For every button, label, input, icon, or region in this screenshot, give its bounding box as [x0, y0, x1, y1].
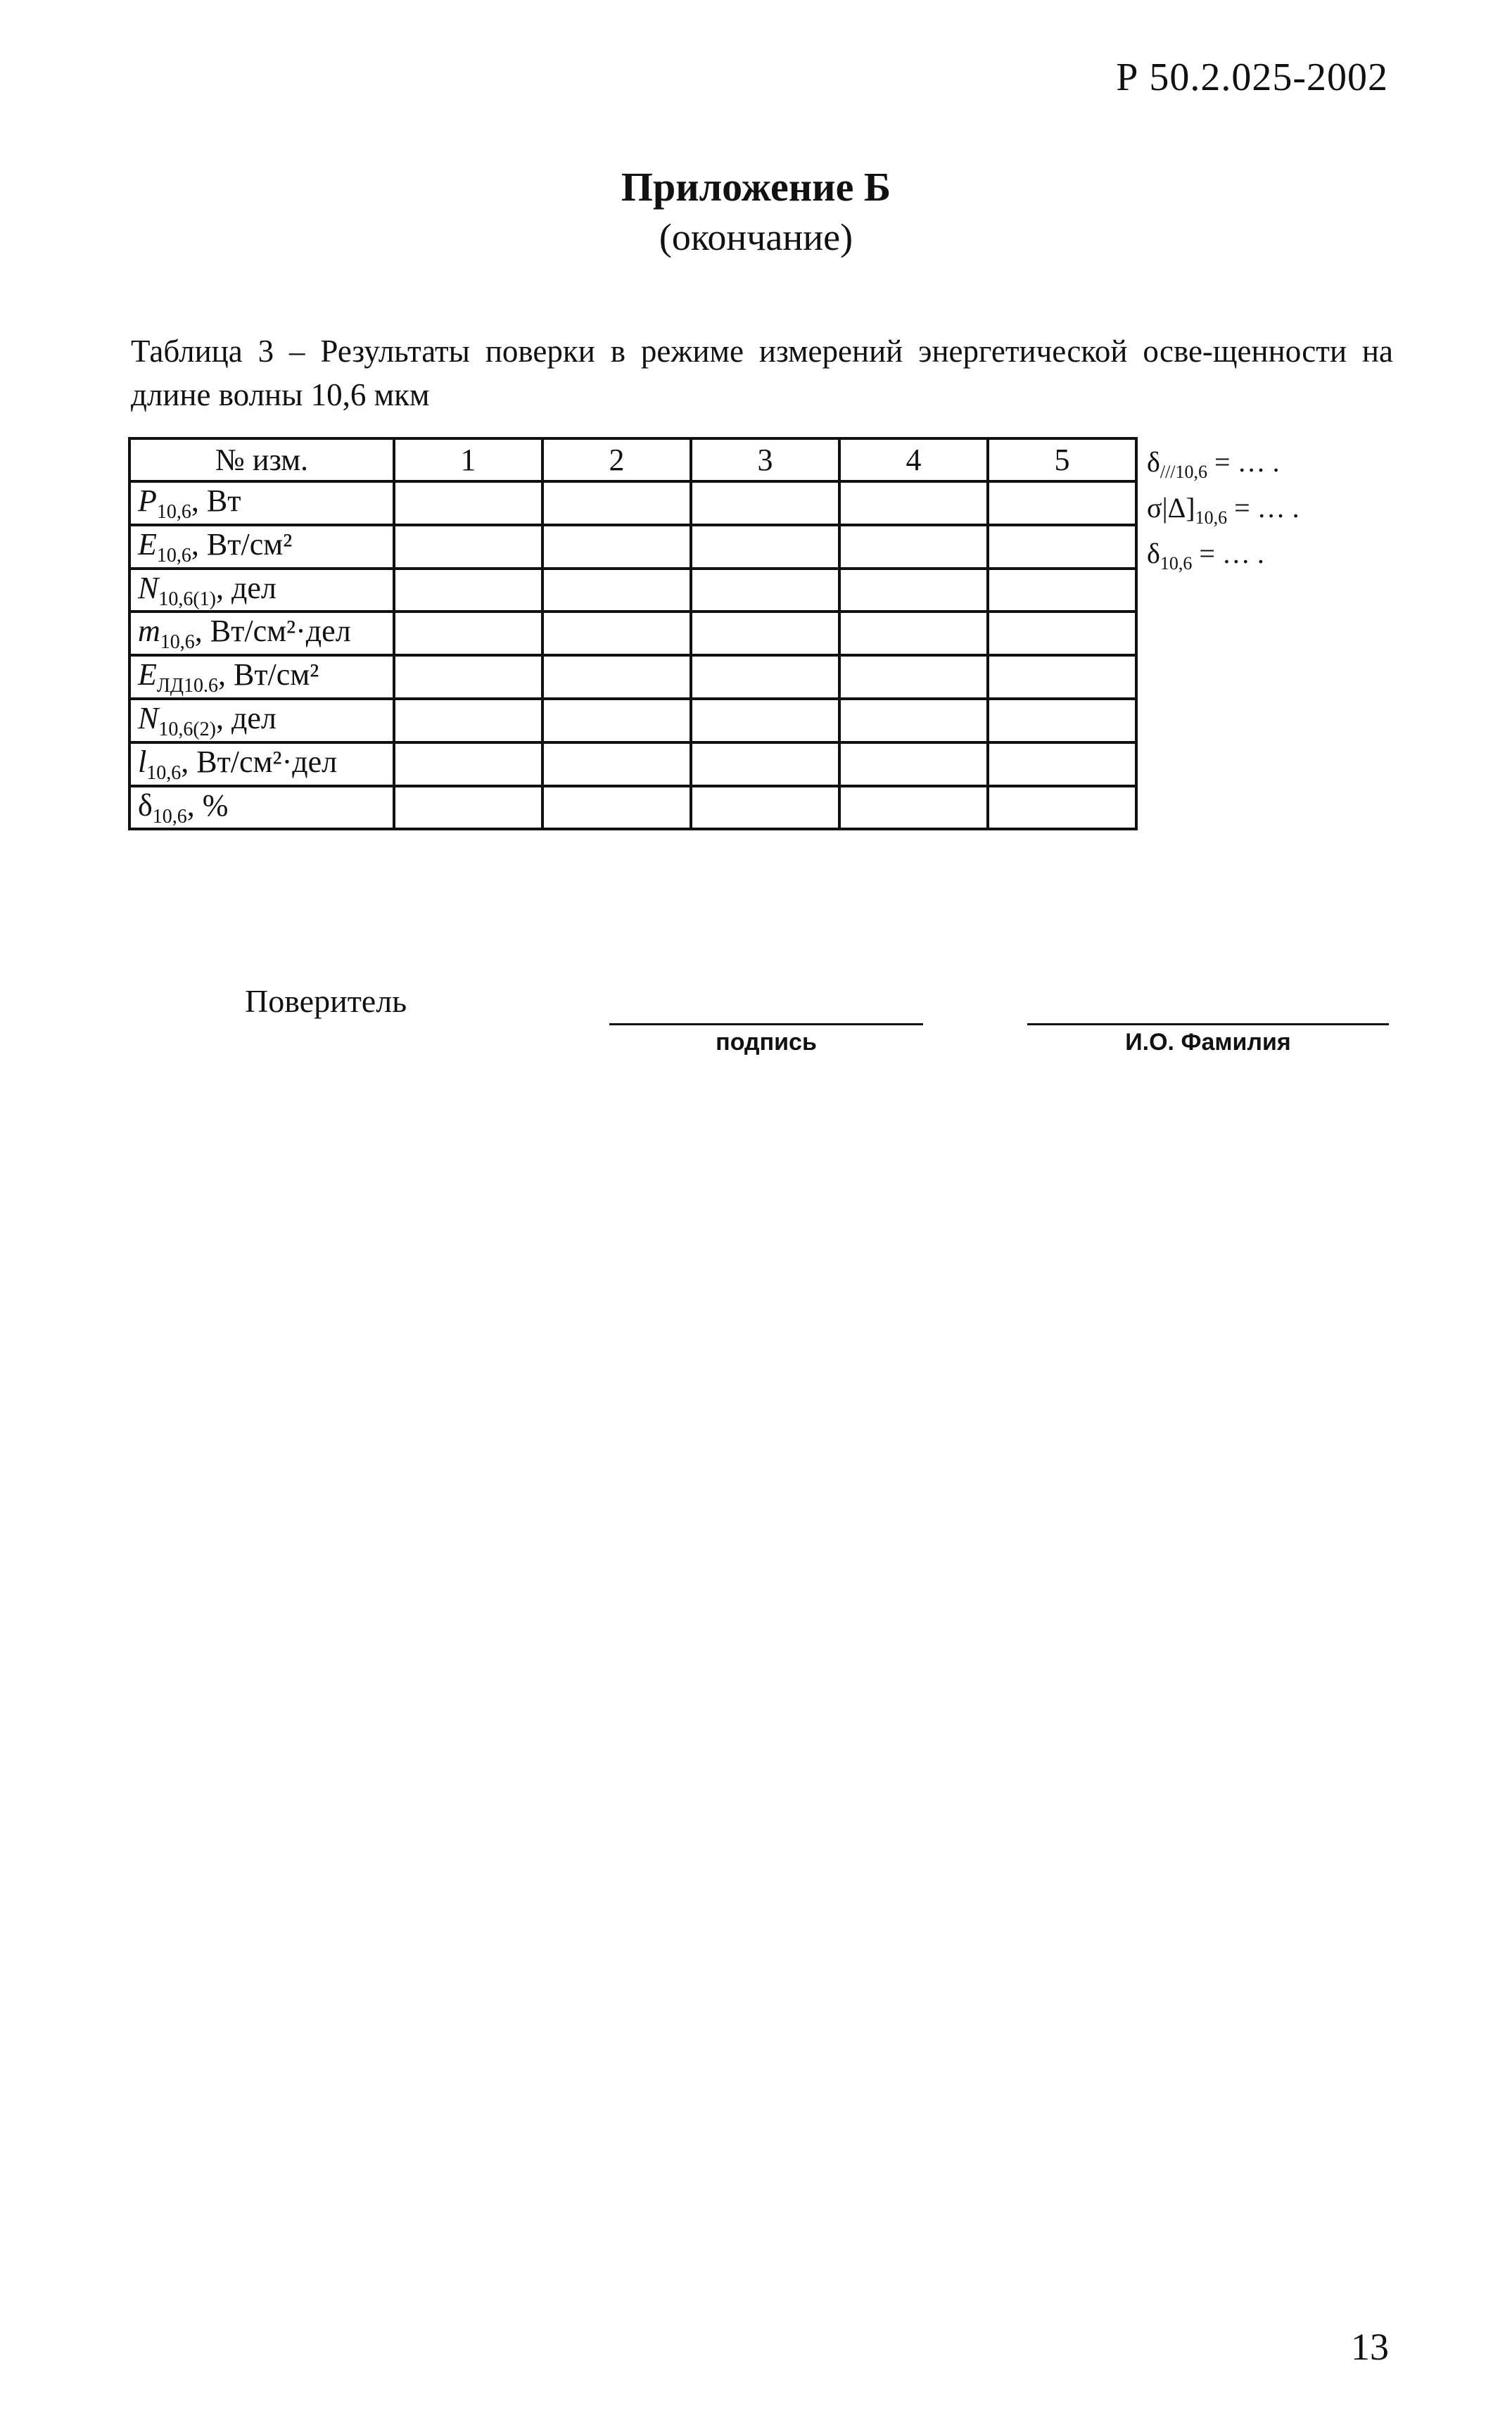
- table-cell: [542, 699, 691, 742]
- table-cell: [988, 481, 1136, 525]
- table-caption: Таблица 3 – Результаты поверки в режиме измерений энергетической осве-щенности на длине волны 10,6 мкм: [131, 334, 1393, 412]
- table-cell: [691, 699, 839, 742]
- table-cell: [691, 742, 839, 786]
- row-label: [129, 699, 394, 742]
- row-subscript: 10,6: [146, 761, 182, 784]
- row-subscript: 10,6: [156, 544, 191, 566]
- side-note-delta: [1147, 537, 1264, 574]
- table-row: [129, 655, 1136, 699]
- column-header: 1: [394, 438, 542, 481]
- page-number: 13: [1351, 2326, 1389, 2368]
- row-label: [129, 786, 394, 830]
- row-unit: , Вт/см²·дел: [181, 744, 338, 779]
- table-row: [129, 481, 1136, 525]
- name-caption: И.О. Фамилия: [1125, 1029, 1291, 1056]
- side-note-symbol: δ: [1147, 446, 1160, 478]
- table-cell: [691, 525, 839, 569]
- row-unit: , дел: [216, 700, 277, 735]
- row-unit: , %: [186, 787, 229, 823]
- side-note-sub: 10,6: [1195, 507, 1228, 528]
- side-note-rest: = … .: [1207, 446, 1280, 478]
- header-label: № изм.: [129, 438, 394, 481]
- appendix-title: Приложение Б: [621, 164, 891, 210]
- row-subscript: 10,6: [156, 500, 191, 523]
- side-note-symbol: σ|Δ]: [1147, 492, 1195, 524]
- row-unit: , Вт: [191, 483, 241, 518]
- verifier-label: Поверитель: [245, 983, 407, 1019]
- table-cell: [542, 655, 691, 699]
- row-unit: , Вт/см²: [217, 657, 319, 692]
- table-cell: [988, 655, 1136, 699]
- table-cell: [988, 612, 1136, 655]
- row-symbol: N: [138, 570, 159, 605]
- side-note-delta-nonexcluded: [1147, 445, 1280, 483]
- side-note-sub: 10,6: [1160, 553, 1193, 574]
- side-note-sub: ///10,6: [1160, 462, 1208, 482]
- table-cell: [394, 525, 542, 569]
- row-unit: , Вт/см²·дел: [194, 614, 351, 649]
- table-header-row: [129, 438, 1136, 481]
- table-cell: [542, 612, 691, 655]
- table-cell: [542, 786, 691, 830]
- row-symbol: E: [138, 657, 157, 692]
- table-row: [129, 612, 1136, 655]
- document-number: Р 50.2.025-2002: [1116, 56, 1388, 99]
- results-table: [128, 437, 1138, 830]
- row-symbol: l: [138, 744, 147, 779]
- table-cell: [839, 655, 988, 699]
- signature-caption: подпись: [716, 1029, 817, 1056]
- table-cell: [394, 742, 542, 786]
- table-cell: [988, 525, 1136, 569]
- table-row: [129, 786, 1136, 830]
- table-cell: [839, 481, 988, 525]
- row-unit: , дел: [216, 570, 277, 605]
- table-cell: [839, 612, 988, 655]
- row-label: [129, 655, 394, 699]
- column-header: 2: [542, 438, 691, 481]
- table-row: [129, 699, 1136, 742]
- row-label: [129, 525, 394, 569]
- table-cell: [542, 525, 691, 569]
- side-note-rest: = … .: [1227, 492, 1300, 524]
- table-cell: [542, 742, 691, 786]
- table-cell: [988, 742, 1136, 786]
- row-symbol: P: [138, 483, 157, 518]
- column-header: 4: [839, 438, 988, 481]
- column-header: 3: [691, 438, 839, 481]
- row-label: [129, 481, 394, 525]
- table-cell: [394, 481, 542, 525]
- row-unit: , Вт/см²: [191, 526, 293, 562]
- table-cell: [988, 569, 1136, 612]
- table-cell: [839, 699, 988, 742]
- row-symbol: E: [138, 526, 157, 562]
- row-label: [129, 742, 394, 786]
- table-row: [129, 525, 1136, 569]
- table-row: [129, 569, 1136, 612]
- table-cell: [394, 786, 542, 830]
- table-cell: [691, 481, 839, 525]
- table-cell: [691, 655, 839, 699]
- table-cell: [988, 786, 1136, 830]
- signature-line: [609, 1023, 923, 1025]
- side-note-rest: = … .: [1192, 538, 1264, 569]
- table-cell: [542, 569, 691, 612]
- row-subscript: 10,6: [160, 631, 195, 654]
- row-label: [129, 569, 394, 612]
- column-header: 5: [988, 438, 1136, 481]
- table-cell: [394, 655, 542, 699]
- table-cell: [394, 699, 542, 742]
- appendix-subtitle: (окончание): [659, 216, 853, 258]
- table-cell: [839, 525, 988, 569]
- table-cell: [988, 699, 1136, 742]
- row-subscript: ЛД10.6: [156, 674, 218, 697]
- row-subscript: 10,6(1): [158, 588, 217, 610]
- table-cell: [691, 569, 839, 612]
- table-cell: [839, 742, 988, 786]
- table-cell: [691, 612, 839, 655]
- table-cell: [394, 569, 542, 612]
- row-subscript: 10,6: [152, 805, 187, 828]
- row-symbol: m: [138, 614, 160, 649]
- table-cell: [542, 481, 691, 525]
- row-symbol: δ: [138, 787, 153, 823]
- side-note-symbol: δ: [1147, 538, 1160, 569]
- table-cell: [394, 612, 542, 655]
- row-subscript: 10,6(2): [158, 718, 217, 740]
- table-cell: [839, 569, 988, 612]
- table-body: [129, 481, 1136, 829]
- side-note-sigma: [1147, 491, 1300, 528]
- table-row: [129, 742, 1136, 786]
- row-label: [129, 612, 394, 655]
- table-cell: [691, 786, 839, 830]
- row-symbol: N: [138, 700, 159, 735]
- table-cell: [839, 786, 988, 830]
- name-line: [1027, 1023, 1389, 1025]
